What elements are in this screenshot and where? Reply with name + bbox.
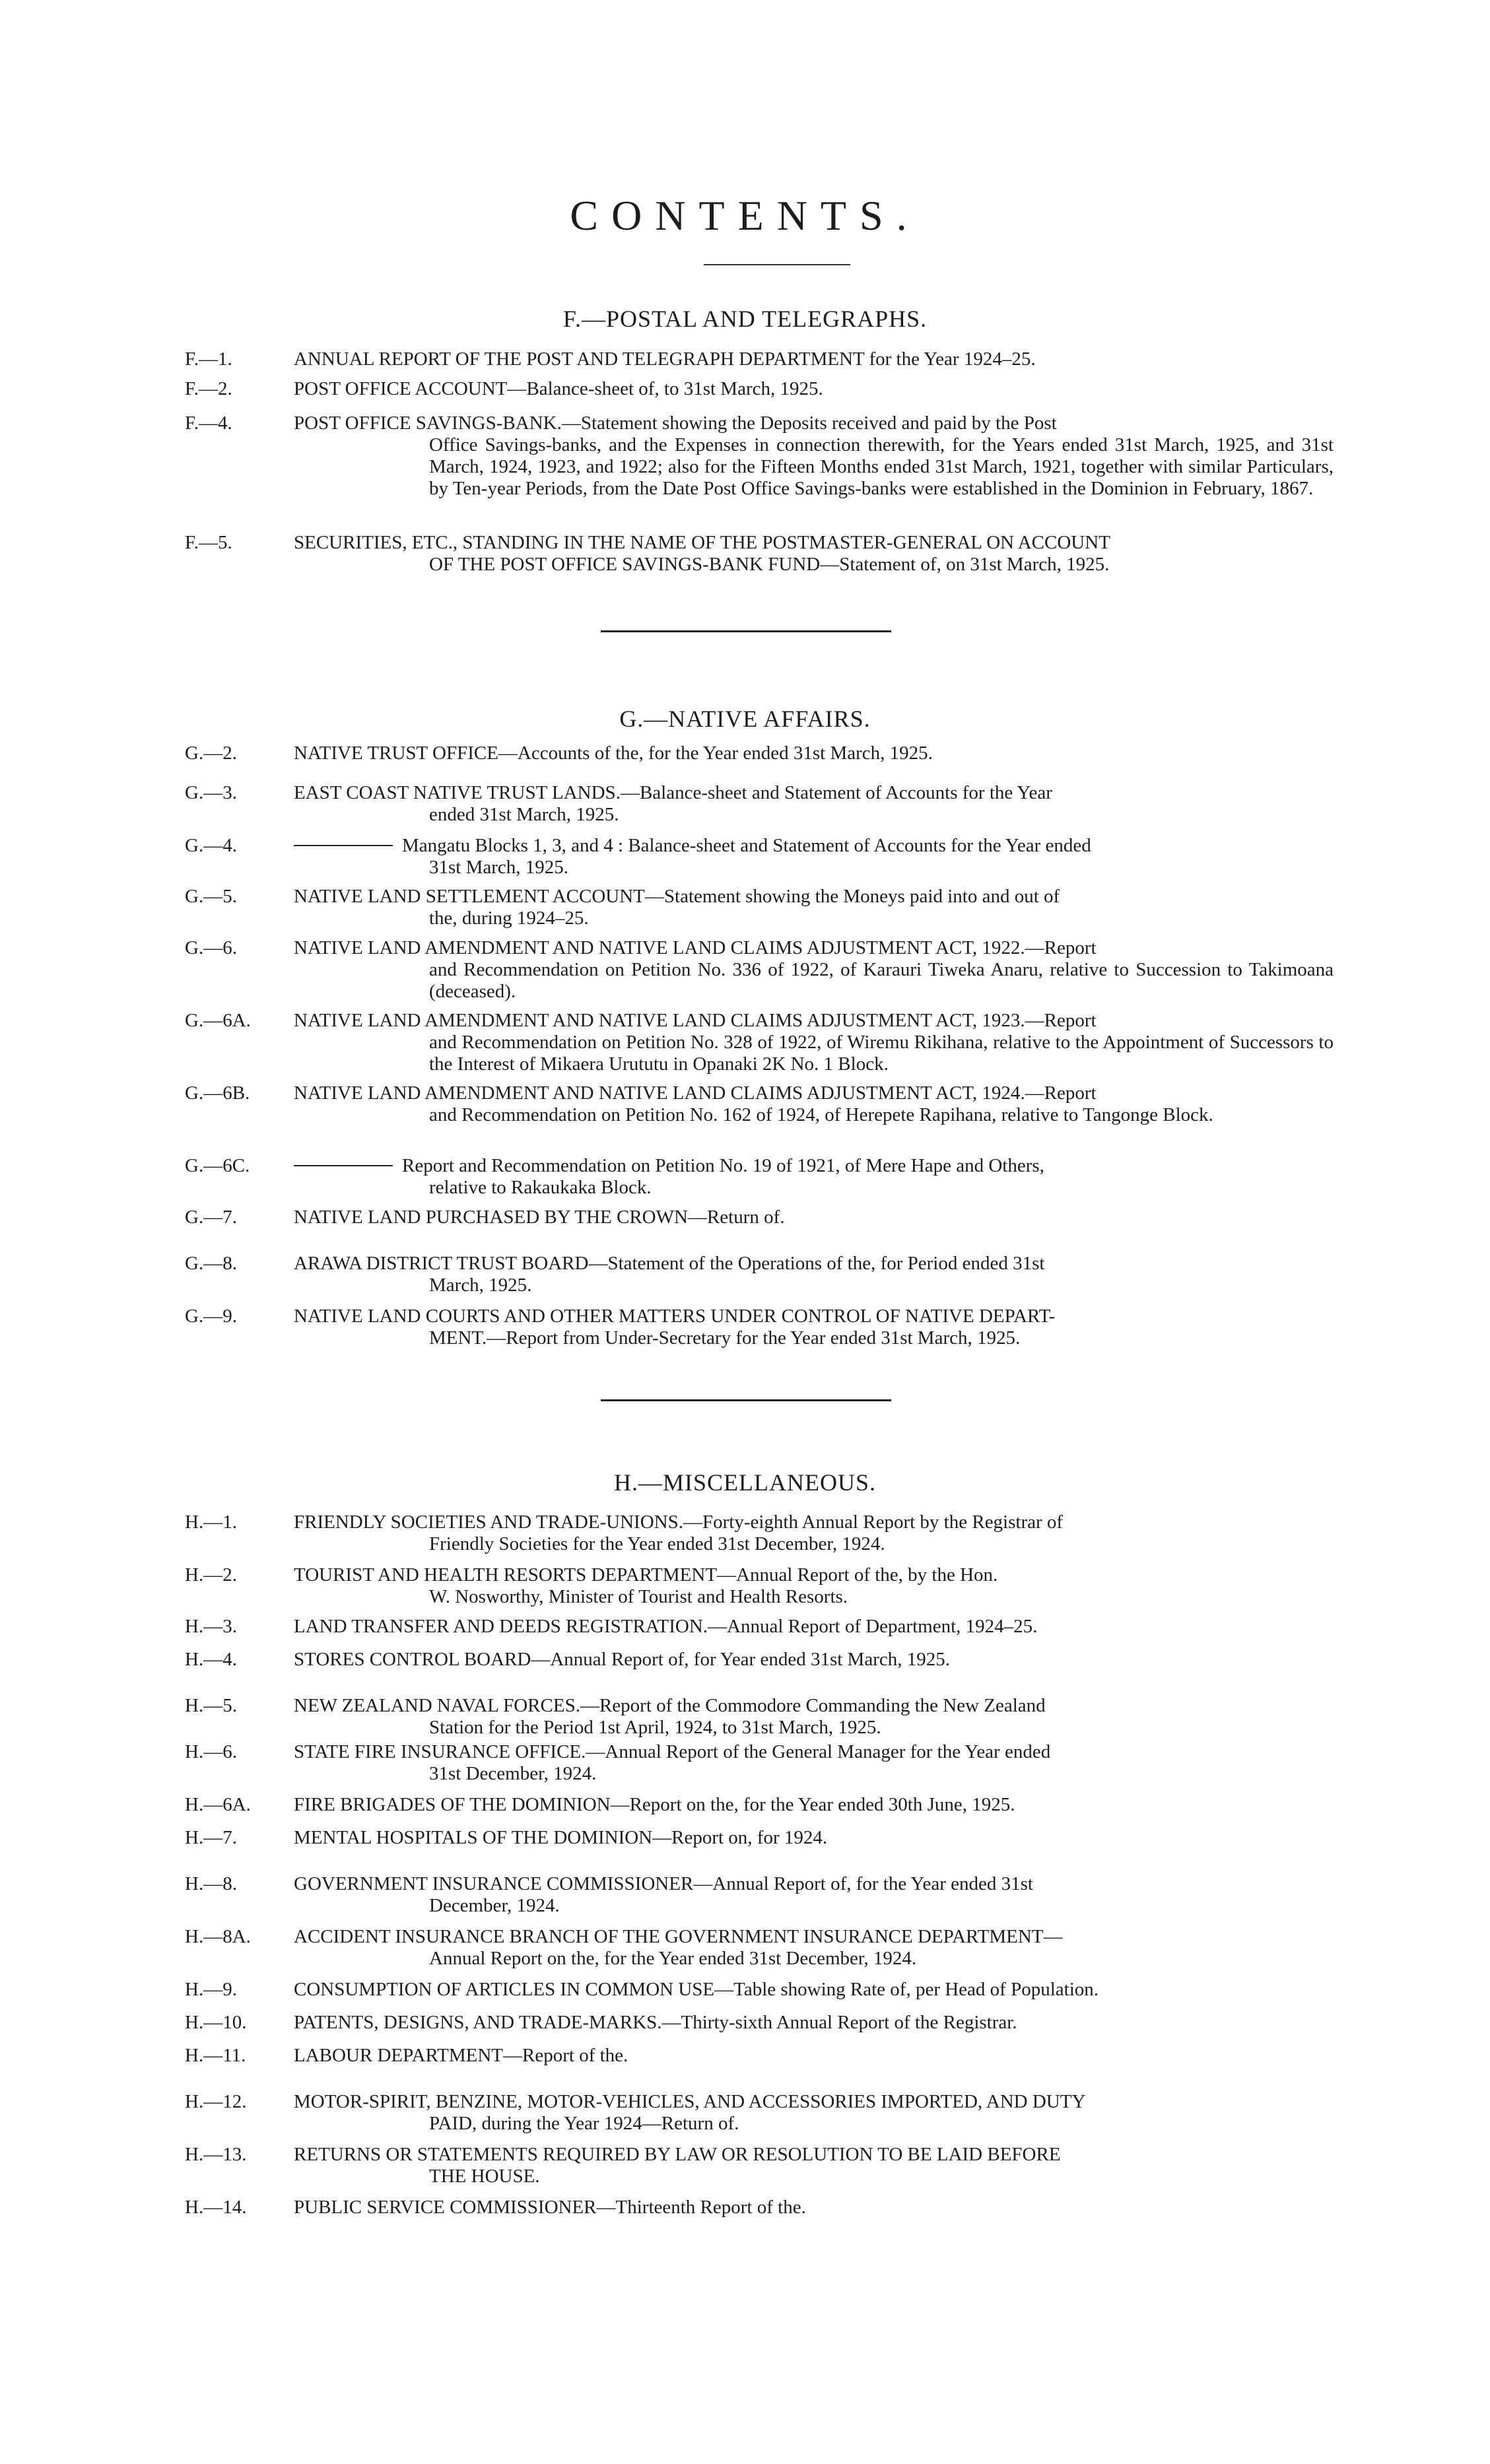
contents-entry [185,413,1334,500]
contents-entry [185,1564,1334,1608]
section-heading: F.—POSTAL AND TELEGRAPHS. [562,306,928,332]
entry-first-line: STORES CONTROL BOARD—Annual Report of, for Year ended 31st March, 1925. [294,1649,950,1670]
entry-description [294,1616,1334,1638]
entry-continuation: OF THE POST OFFICE SAVINGS-BANK FUND—Statement of, on 31st March, 1925. [429,554,1110,575]
entry-description [294,378,1334,400]
entry-first-line: POST OFFICE ACCOUNT—Balance-sheet of, to 31st March, 1925. [294,378,823,399]
entry-description [294,1794,1334,1816]
entry-first-line: Report and Recommendation on Petition No. 19 of 1921, of Mere Hape and Others, [402,1155,1044,1176]
entry-description [294,1253,1334,1296]
entry-first-line: NATIVE TRUST OFFICE—Accounts of the, for the Year ended 31st March, 1925. [294,743,933,764]
entry-first-line: NATIVE LAND COURTS AND OTHER MATTERS UNDER CONTROL OF NATIVE DEPART- [294,1306,1056,1327]
entry-continuation: the, during 1924–25. [429,908,589,929]
contents-entry [185,2197,1334,2218]
entry-first-line: NATIVE LAND AMENDMENT AND NATIVE LAND CLAIMS ADJUSTMENT ACT, 1924.—Report [294,1082,1097,1104]
entry-code: G.—6A. [185,1010,251,1031]
entry-code: F.—2. [185,378,232,399]
entry-first-line: POST OFFICE SAVINGS-BANK.—Statement showing the Deposits received and paid by the Post [294,413,1057,434]
entry-continuation: THE HOUSE. [429,2166,540,2187]
contents-entry [185,1741,1334,1785]
entry-continuation: W. Nosworthy, Minister of Tourist and Health Resorts. [429,1586,848,1607]
entry-description [294,2012,1334,2034]
entry-code: G.—3. [185,782,237,803]
entry-first-line: NATIVE LAND AMENDMENT AND NATIVE LAND CLAIMS ADJUSTMENT ACT, 1923.—Report [294,1010,1097,1031]
entry-description [294,1741,1334,1785]
entry-description [294,1010,1334,1075]
contents-entry [185,1794,1334,1816]
entry-description [294,782,1334,826]
section-divider [601,630,891,632]
entry-code: H.—6. [185,1741,237,1762]
entry-code: H.—1. [185,1512,237,1533]
entry-continuation: 31st December, 1924. [429,1763,597,1784]
entry-code: G.—6. [185,937,237,958]
contents-entry [185,1082,1334,1126]
section-heading: G.—NATIVE AFFAIRS. [619,706,871,732]
entry-code: G.—9. [185,1306,237,1327]
entry-code: H.—12. [185,2091,247,2112]
entry-description [294,1155,1334,1199]
entry-continuation: 31st March, 1925. [429,857,569,878]
entry-description [294,1082,1334,1126]
contents-entry [185,1695,1334,1739]
entry-code: H.—4. [185,1649,237,1670]
entry-description [294,886,1334,929]
entry-code: H.—9. [185,1979,237,2000]
entry-code: F.—4. [185,413,232,434]
entry-continuation: Annual Report on the, for the Year ended 31st December, 1924. [429,1948,917,1969]
entry-description [294,835,1334,879]
entry-code: G.—7. [185,1207,237,1228]
entry-continuation: MENT.—Report from Under-Secretary for the Year ended 31st March, 1925. [429,1327,1021,1349]
contents-entry [185,1827,1334,1849]
contents-entry [185,835,1334,879]
entry-description [294,1695,1334,1739]
entry-continuation: March, 1925. [429,1275,532,1296]
entry-continuation: relative to Rakaukaka Block. [429,1177,652,1198]
entry-description [294,2045,1334,2067]
contents-entry [185,1253,1334,1296]
entry-code: H.—11. [185,2045,246,2066]
ditto-dash [294,1165,393,1166]
entry-description [294,2091,1334,2135]
entry-first-line: PUBLIC SERVICE COMMISSIONER—Thirteenth Report of the. [294,2197,806,2218]
page-title: CONTENTS. [570,192,920,239]
entry-first-line: ARAWA DISTRICT TRUST BOARD—Statement of the Operations of the, for Period ended 31st [294,1253,1045,1274]
entry-description [294,2144,1334,2187]
entry-description [294,413,1334,500]
entry-first-line: TOURIST AND HEALTH RESORTS DEPARTMENT—Annual Report of the, by the Hon. [294,1564,998,1585]
entry-description [294,1827,1334,1849]
entry-code: G.—6C. [185,1155,250,1176]
entry-code: H.—8A. [185,1926,251,1947]
entry-description [294,1649,1334,1671]
entry-first-line: MENTAL HOSPITALS OF THE DOMINION—Report on, for 1924. [294,1827,828,1848]
entry-code: G.—4. [185,835,237,856]
entry-code: H.—10. [185,2012,247,2033]
entry-first-line: NATIVE LAND AMENDMENT AND NATIVE LAND CLAIMS ADJUSTMENT ACT, 1922.—Report [294,937,1097,958]
contents-entry [185,1207,1334,1228]
entry-first-line: NATIVE LAND SETTLEMENT ACCOUNT—Statement showing the Moneys paid into and out of [294,886,1060,907]
entry-description [294,937,1334,1003]
entry-code: H.—13. [185,2144,247,2165]
contents-entry [185,2012,1334,2034]
contents-entry [185,1616,1334,1638]
entry-description [294,1926,1334,1970]
entry-first-line: ANNUAL REPORT OF THE POST AND TELEGRAPH DEPARTMENT for the Year 1924–25. [294,349,1036,370]
entry-code: H.—6A. [185,1794,251,1815]
entry-code: G.—8. [185,1253,237,1274]
entry-first-line: Mangatu Blocks 1, 3, and 4 : Balance-sheet and Statement of Accounts for the Year ended [402,835,1091,856]
contents-entry [185,2144,1334,2187]
contents-entry [185,1649,1334,1671]
entry-first-line: STATE FIRE INSURANCE OFFICE.—Annual Report of the General Manager for the Year ended [294,1741,1051,1762]
entry-first-line: EAST COAST NATIVE TRUST LANDS.—Balance-sheet and Statement of Accounts for the Year [294,782,1052,803]
entry-code: F.—5. [185,532,232,553]
contents-entry [185,532,1334,576]
contents-entry [185,349,1334,370]
entry-continuation: PAID, during the Year 1924—Return of. [429,2113,739,2134]
entry-description [294,1873,1334,1917]
entry-first-line: NEW ZEALAND NAVAL FORCES.—Report of the Commodore Commanding the New Zealand [294,1695,1046,1716]
entry-code: H.—7. [185,1827,237,1848]
entry-first-line: GOVERNMENT INSURANCE COMMISSIONER—Annual Report of, for the Year ended 31st [294,1873,1033,1894]
entry-continuation: and Recommendation on Petition No. 336 of 1922, of Karauri Tiweka Anaru, relative to Succession to Takimoana (deceased). [429,959,1334,1002]
entry-first-line: ACCIDENT INSURANCE BRANCH OF THE GOVERNMENT INSURANCE DEPARTMENT— [294,1926,1063,1947]
contents-entry [185,1873,1334,1917]
entry-description [294,1512,1334,1555]
entry-continuation: ended 31st March, 1925. [429,804,619,825]
entry-first-line: FRIENDLY SOCIETIES AND TRADE-UNIONS.—Forty-eighth Annual Report by the Registrar of [294,1512,1064,1533]
entry-first-line: LAND TRANSFER AND DEEDS REGISTRATION.—Annual Report of Department, 1924–25. [294,1616,1038,1637]
entry-first-line: MOTOR-SPIRIT, BENZINE, MOTOR-VEHICLES, AND ACCESSORIES IMPORTED, AND DUTY [294,2091,1086,2112]
contents-entry [185,937,1334,1003]
contents-entry [185,1155,1334,1199]
entry-first-line: RETURNS OR STATEMENTS REQUIRED BY LAW OR RESOLUTION TO BE LAID BEFORE [294,2144,1061,2165]
ditto-dash [294,845,393,846]
entry-code: H.—2. [185,1564,237,1585]
entry-first-line: SECURITIES, ETC., STANDING IN THE NAME OF THE POSTMASTER-GENERAL ON ACCOUNT [294,532,1110,553]
entry-description [294,349,1334,370]
contents-entry [185,2091,1334,2135]
entry-description [294,743,1334,764]
entry-code: F.—1. [185,349,232,370]
contents-entry [185,1979,1334,2001]
entry-code: H.—14. [185,2197,247,2218]
entry-code: G.—5. [185,886,237,907]
contents-entry [185,1512,1334,1555]
entry-continuation: Office Savings-banks, and the Expenses in connection therewith, for the Years ended 31st March, 1925, and 31st March, 1924, 1923, and 1922; also for the Fifteen Months ended 31st March, 1921, together with similar Particulars, by Ten-year Periods, from the Date Post Office Savings-banks were established in the Dominion in February, 1867. [429,434,1334,499]
entry-continuation: and Recommendation on Petition No. 328 of 1922, of Wiremu Rikihana, relative to the Appointment of Successors to the Interest of Mikaera Urututu in Opanaki 2K No. 1 Block. [429,1032,1334,1075]
entry-first-line: NATIVE LAND PURCHASED BY THE CROWN—Return of. [294,1207,785,1228]
entry-first-line: FIRE BRIGADES OF THE DOMINION—Report on the, for the Year ended 30th June, 1925. [294,1794,1015,1815]
contents-entry [185,1926,1334,1970]
entry-continuation: Station for the Period 1st April, 1924, to 31st March, 1925. [429,1717,881,1738]
entry-description [294,2197,1334,2218]
contents-entry [185,743,1334,764]
entry-continuation: Friendly Societies for the Year ended 31st December, 1924. [429,1533,885,1554]
entry-description [294,1979,1334,2001]
entry-description [294,1306,1334,1349]
contents-entry [185,378,1334,400]
entry-first-line: PATENTS, DESIGNS, AND TRADE-MARKS.—Thirty-sixth Annual Report of the Registrar. [294,2012,1017,2033]
entry-code: H.—3. [185,1616,237,1637]
contents-entry [185,2045,1334,2067]
entry-continuation: and Recommendation on Petition No. 162 of 1924, of Herepete Rapihana, relative to Tangonge Block. [429,1104,1213,1125]
entry-first-line: LABOUR DEPARTMENT—Report of the. [294,2045,628,2066]
contents-entry [185,782,1334,826]
contents-entry [185,1306,1334,1349]
entry-code: G.—2. [185,743,237,764]
entry-description [294,1207,1334,1228]
entry-description [294,532,1334,576]
entry-continuation: December, 1924. [429,1895,560,1916]
contents-entry [185,1010,1334,1075]
entry-description [294,1564,1334,1608]
entry-code: G.—6B. [185,1082,250,1104]
section-heading: H.—MISCELLANEOUS. [613,1469,876,1496]
entry-code: H.—8. [185,1873,237,1894]
contents-entry [185,886,1334,929]
entry-first-line: CONSUMPTION OF ARTICLES IN COMMON USE—Table showing Rate of, per Head of Population. [294,1979,1099,2000]
entry-code: H.—5. [185,1695,237,1716]
section-divider [601,1399,891,1401]
title-rule [704,264,850,265]
